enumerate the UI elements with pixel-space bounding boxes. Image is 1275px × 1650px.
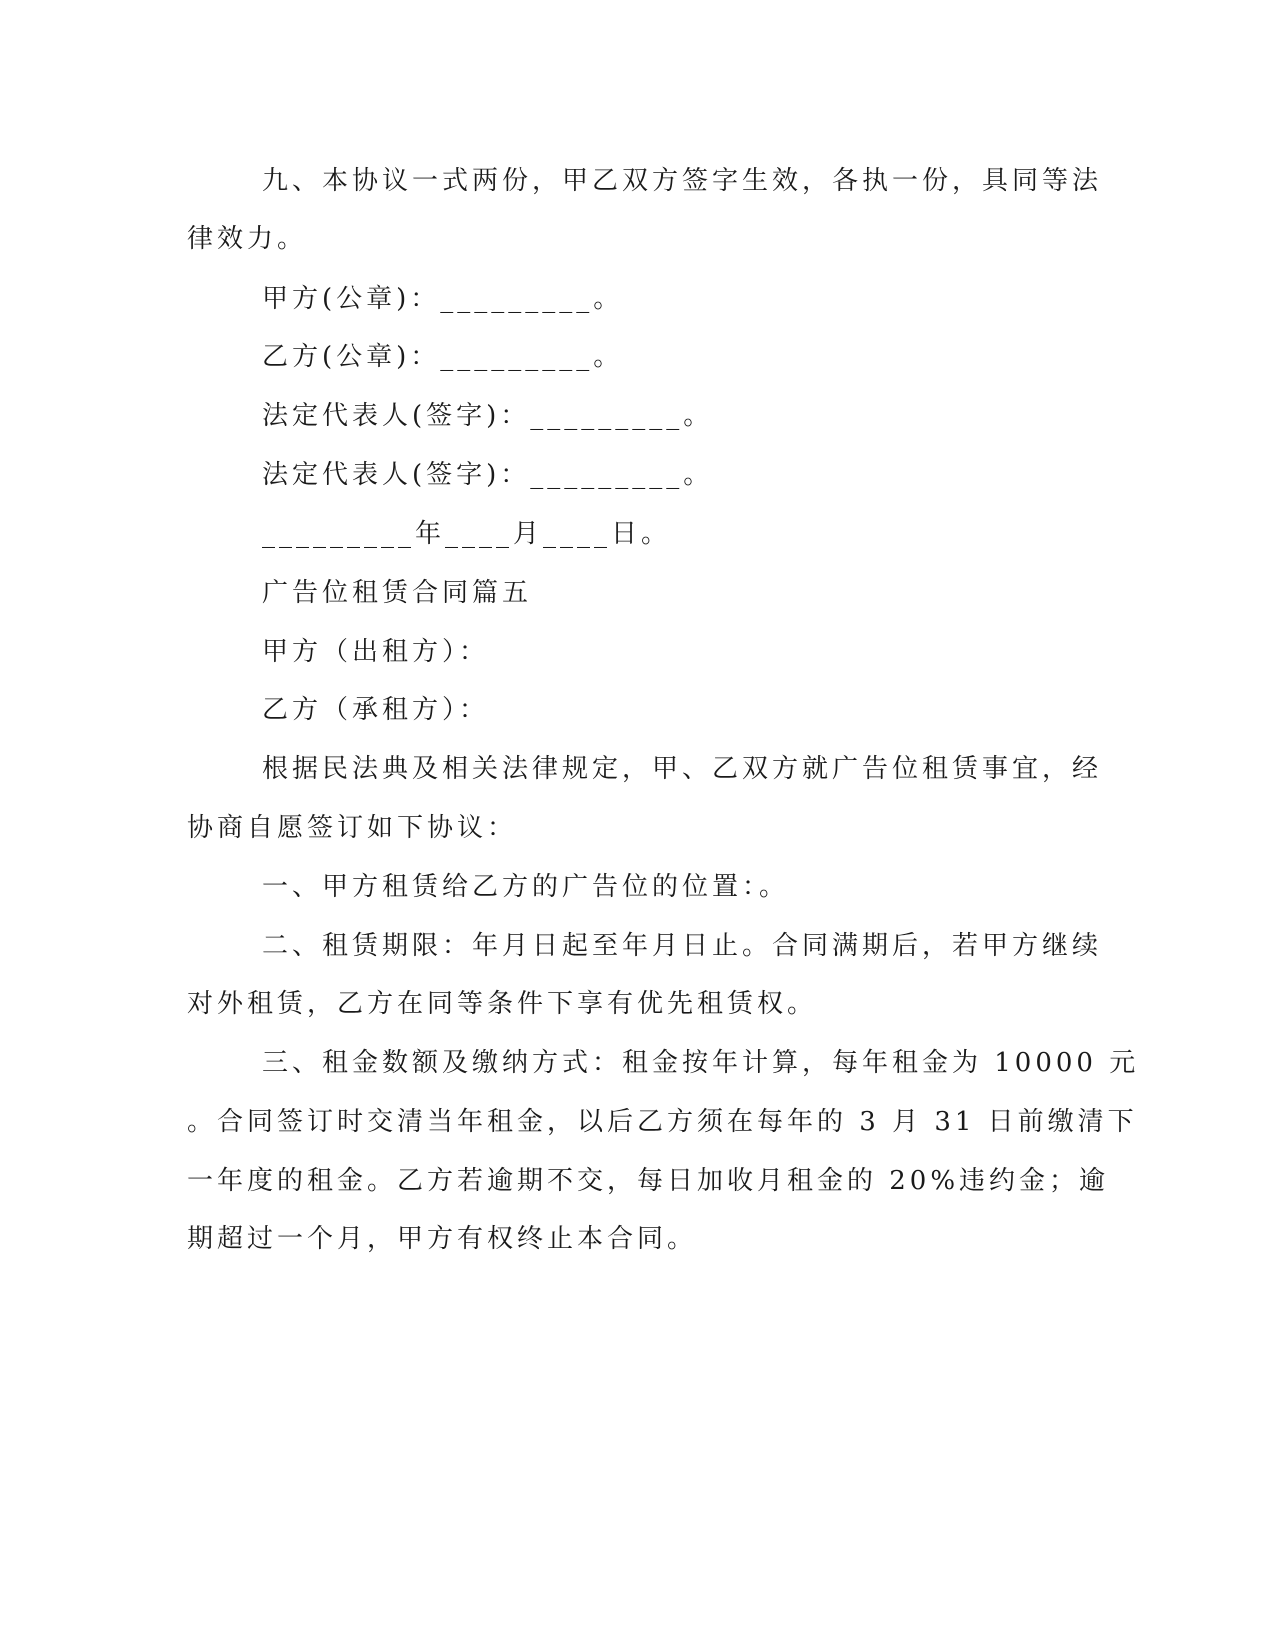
date-line: _________年____月____日。 bbox=[262, 519, 672, 549]
clause-3-line-4: 期超过一个月，甲方有权终止本合同。 bbox=[187, 1224, 698, 1254]
clause-9-line-2: 律效力。 bbox=[187, 224, 308, 254]
section-title: 广告位租赁合同篇五 bbox=[262, 578, 533, 608]
clause-3-line-2: 。合同签订时交清当年租金，以后乙方须在每年的 3 月 31 日前缴清下 bbox=[187, 1107, 1138, 1137]
party-a-lessor: 甲方（出租方）： bbox=[262, 637, 490, 667]
clause-2-line-1: 二、租赁期限：年月日起至年月日止。合同满期后，若甲方继续 bbox=[262, 931, 1103, 961]
party-b-seal-line: 乙方(公章)：_________。 bbox=[262, 342, 624, 372]
clause-3-line-1: 三、租金数额及缴纳方式：租金按年计算，每年租金为 10000 元 bbox=[262, 1048, 1140, 1078]
party-a-seal-line: 甲方(公章)：_________。 bbox=[262, 284, 624, 314]
party-b-lessee: 乙方（承租方）： bbox=[262, 695, 490, 725]
preamble-line-2: 协商自愿签订如下协议： bbox=[187, 813, 518, 843]
legal-rep-signature-line-1: 法定代表人(签字)：_________。 bbox=[262, 401, 714, 431]
preamble-line-1: 根据民法典及相关法律规定，甲、乙双方就广告位租赁事宜，经 bbox=[262, 754, 1103, 784]
legal-rep-signature-line-2: 法定代表人(签字)：_________。 bbox=[262, 460, 714, 490]
clause-2-line-2: 对外租赁，乙方在同等条件下享有优先租赁权。 bbox=[187, 989, 818, 1019]
clause-3-line-3: 一年度的租金。乙方若逾期不交，每日加收月租金的 20%违约金；逾 bbox=[187, 1166, 1110, 1196]
clause-9-line-1: 九、本协议一式两份，甲乙双方签字生效，各执一份，具同等法 bbox=[262, 166, 1103, 196]
clause-1-location: 一、甲方租赁给乙方的广告位的位置：。 bbox=[262, 872, 790, 902]
